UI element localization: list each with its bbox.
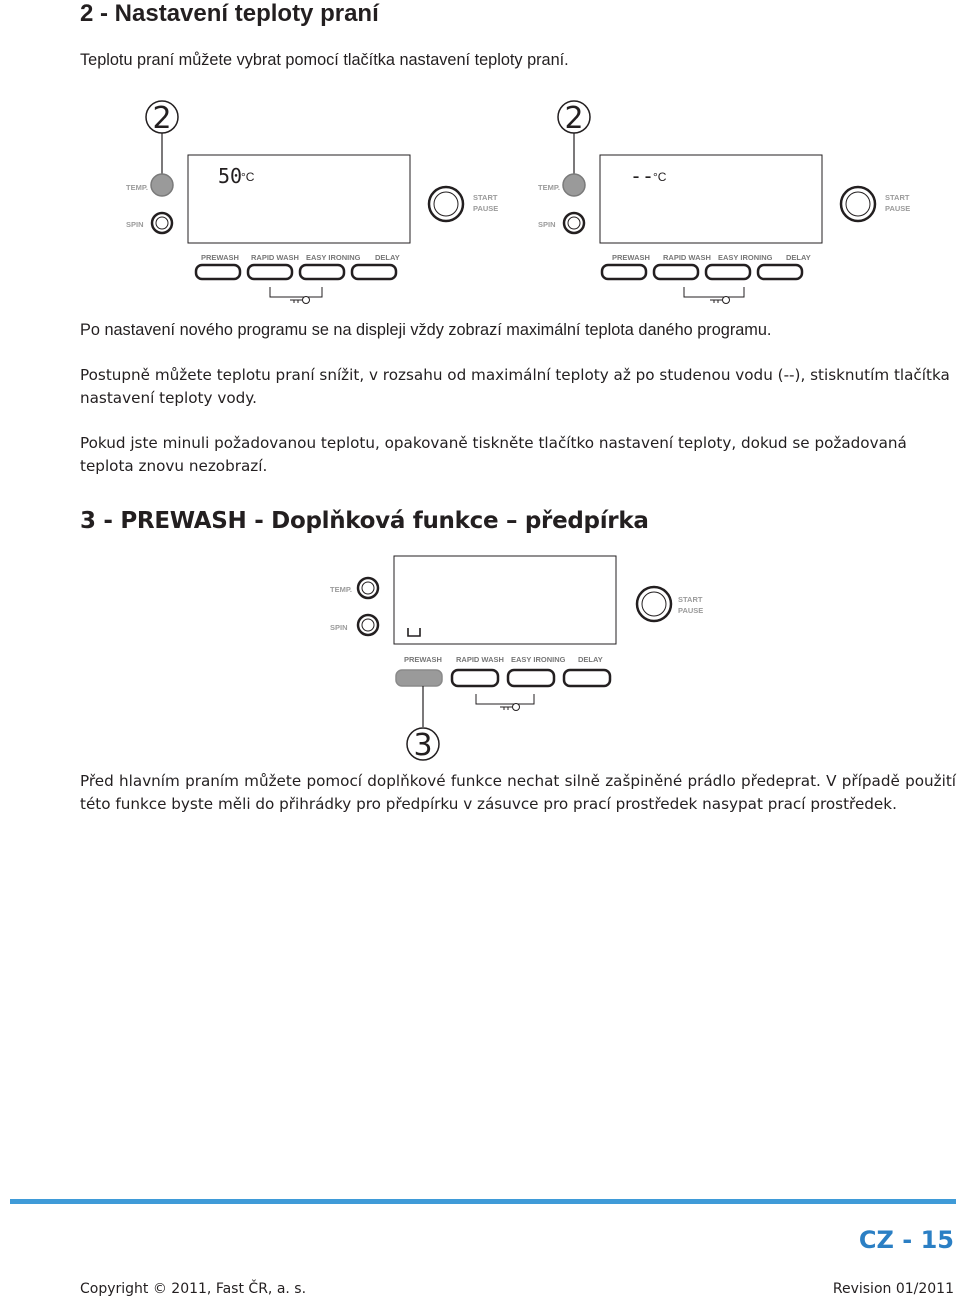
easy-ironing-label: EASY IRONING xyxy=(511,655,566,664)
prewash-button[interactable] xyxy=(196,265,240,279)
temp-button-pressed[interactable] xyxy=(151,174,173,196)
control-panel-figure-2 xyxy=(520,95,830,305)
rapid-wash-label: RAPID WASH xyxy=(663,253,711,262)
page-number: CZ - 15 xyxy=(858,1226,954,1254)
section-2-title: 2 - Nastavení teploty praní xyxy=(80,0,379,27)
spin-label: SPIN xyxy=(538,220,556,229)
rapid-wash-label: RAPID WASH xyxy=(251,253,299,262)
callout-2-fig1 xyxy=(146,101,178,177)
section-3-title: 3 - PREWASH - Doplňková funkce – předpírka xyxy=(80,508,649,534)
easy-ironing-button[interactable] xyxy=(508,670,554,686)
section-3-paragraph: Před hlavním praním můžete pomocí doplňkové funkce nechat silně zašpiněné prádlo předeprat. V případě použití této funkce byste měli do přihrádky pro předpírku v zásuvce pro prací prostředek nasypat prací prostředek. xyxy=(80,772,956,813)
copyright: Copyright © 2011, Fast ČR, a. s. xyxy=(80,1281,307,1297)
section-2-paragraph-1: Po nastavení nového programu se na displeji vždy zobrazí maximální teplota daného programu. xyxy=(80,321,772,339)
revision: Revision 01/2011 xyxy=(832,1281,954,1297)
easy-ironing-label: EASY IRONING xyxy=(306,253,361,262)
start-pause-fig1 xyxy=(420,170,510,230)
temp-label: TEMP. xyxy=(538,183,560,192)
easy-ironing-label: EASY IRONING xyxy=(718,253,773,262)
display-temperature: -- xyxy=(630,164,655,188)
callout-2-fig2 xyxy=(558,101,590,177)
prewash-label: PREWASH xyxy=(201,253,239,262)
delay-button[interactable] xyxy=(352,265,396,279)
temp-button-pressed[interactable] xyxy=(563,174,585,196)
display-unit: °C xyxy=(241,170,255,184)
spin-label: SPIN xyxy=(330,623,348,632)
section-2-intro: Teplotu praní můžete vybrat pomocí tlačítka nastavení teploty praní. xyxy=(80,51,569,69)
pause-label: PAUSE xyxy=(473,204,499,213)
prewash-button[interactable] xyxy=(602,265,646,279)
child-lock-key-icon xyxy=(684,287,744,304)
display-temperature: 50 xyxy=(218,164,243,188)
start-label: START xyxy=(885,193,910,202)
footer-divider xyxy=(10,1199,956,1204)
rapid-wash-label: RAPID WASH xyxy=(456,655,504,664)
section-2-paragraph-3: Pokud jste minuli požadovanou teplotu, opakovaně tiskněte tlačítko nastavení teploty, dokud se požadovaná teplota znovu nezobrazí. xyxy=(80,434,907,475)
rapid-wash-button[interactable] xyxy=(452,670,498,686)
callout-number: 2 xyxy=(152,101,172,136)
delay-button[interactable] xyxy=(758,265,802,279)
rapid-wash-button[interactable] xyxy=(654,265,698,279)
start-label: START xyxy=(678,595,703,604)
prewash-label: PREWASH xyxy=(612,253,650,262)
delay-button[interactable] xyxy=(564,670,610,686)
callout-number: 3 xyxy=(413,728,433,763)
control-panel-figure-3 xyxy=(320,552,720,767)
spin-label: SPIN xyxy=(126,220,144,229)
control-panel-figure-1 xyxy=(110,95,420,305)
delay-label: DELAY xyxy=(375,253,400,262)
callout-number: 2 xyxy=(564,101,584,136)
easy-ironing-button[interactable] xyxy=(300,265,344,279)
rapid-wash-button[interactable] xyxy=(248,265,292,279)
temp-label: TEMP. xyxy=(330,585,352,594)
prewash-label: PREWASH xyxy=(404,655,442,664)
prewash-button-pressed[interactable] xyxy=(396,670,442,686)
child-lock-key-icon xyxy=(270,287,322,304)
easy-ironing-button[interactable] xyxy=(706,265,750,279)
section-2-paragraph-2: Postupně můžete teplotu praní snížit, v rozsahu od maximální teploty až po studenou vodu (--), stisknutím tlačítka nastavení teploty vody. xyxy=(80,366,950,407)
display-unit: °C xyxy=(653,170,667,184)
child-lock-key-icon xyxy=(476,694,534,711)
temp-label: TEMP. xyxy=(126,183,148,192)
delay-label: DELAY xyxy=(786,253,811,262)
pause-label: PAUSE xyxy=(885,204,911,213)
callout-3 xyxy=(407,686,439,763)
start-pause-fig2 xyxy=(832,170,922,230)
start-label: START xyxy=(473,193,498,202)
delay-label: DELAY xyxy=(578,655,603,664)
display-screen xyxy=(394,556,616,644)
pause-label: PAUSE xyxy=(678,606,704,615)
